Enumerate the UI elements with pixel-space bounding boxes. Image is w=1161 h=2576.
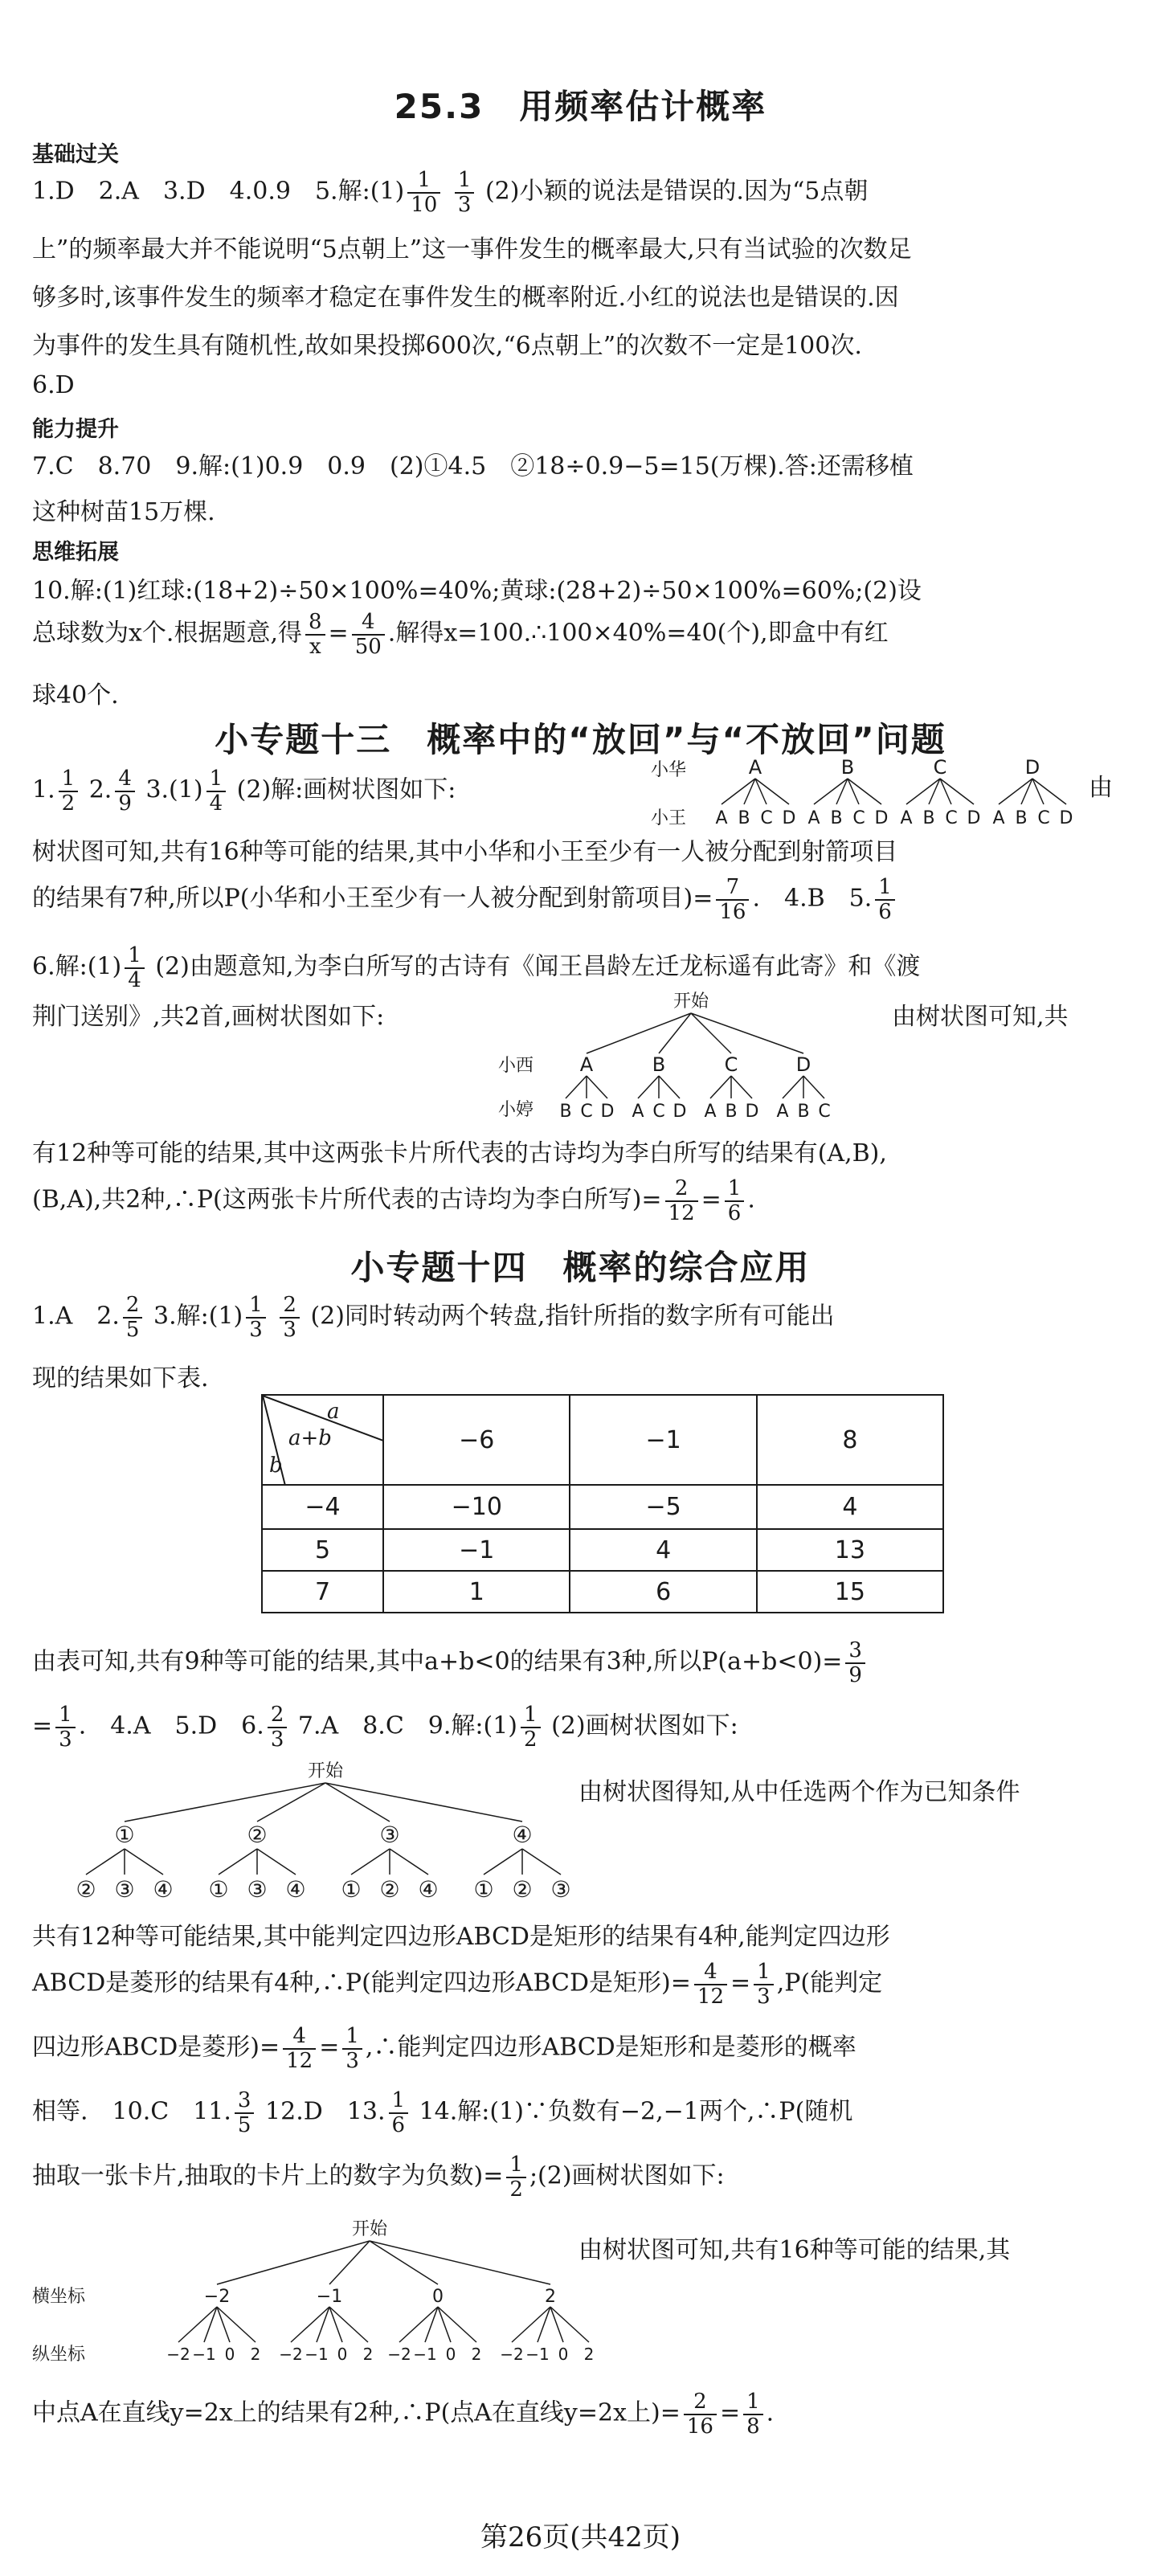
- ability-header: 能力提升: [32, 417, 119, 442]
- table-row: [262, 1571, 943, 1613]
- tree-leaf: 2: [362, 2345, 374, 2364]
- tree-branch: [217, 2307, 256, 2342]
- tree-leaf: 0: [337, 2345, 348, 2364]
- tree-branch: [783, 1076, 803, 1098]
- tree-branch: [691, 1013, 803, 1053]
- fraction: $\frac{4}{12}$: [283, 2025, 316, 2072]
- fraction: $\frac{1}{2}$: [521, 1703, 541, 1751]
- corner-a: a: [327, 1400, 340, 1424]
- answer-line: 1.A 2. $\frac{2}{5}$ 3.解:(1) $\frac{1}{3}$ $\frac{2}{3}$ (2)同时转动两个转盘,指针所指的数字所有可能出: [32, 1293, 835, 1342]
- answer-line: 由树状图可知,共: [892, 1003, 1069, 1031]
- tree-leaf: D: [874, 808, 889, 828]
- tree-node: D: [795, 1053, 811, 1076]
- tree-leaf: ②: [379, 1876, 400, 1903]
- tree-branch: [257, 1783, 325, 1822]
- fraction: $\frac{1}{10}$: [407, 169, 440, 216]
- page-footer: 第26页(共42页): [480, 2521, 681, 2554]
- tree-leaf: −1: [192, 2345, 216, 2364]
- tree-node: C: [933, 756, 947, 779]
- corner-sum: a+b: [288, 1426, 332, 1450]
- tree-label-x: 横坐标: [32, 2287, 86, 2307]
- tree-branch: [484, 1849, 522, 1875]
- table-cell: 4: [570, 1529, 756, 1571]
- sum-table: [261, 1394, 944, 1613]
- table-cell: −1: [383, 1529, 570, 1571]
- fraction: $\frac{7}{16}$: [716, 876, 749, 923]
- tree-branch: [351, 1849, 390, 1875]
- tree-leaf: −1: [305, 2345, 329, 2364]
- fraction: $\frac{1}{3}$: [342, 2025, 362, 2072]
- answer-line: 7.C 8.70 9.解:(1)0.9 0.9 (2)①4.5 ②18÷0.9−5=15(万棵).答:还需移植: [32, 452, 914, 480]
- answer-line: 有12种等可能的结果,其中这两张卡片所代表的古诗均为李白所写的结果有(A,B),: [32, 1139, 887, 1167]
- tree-node: −2: [203, 2287, 231, 2307]
- tree-diagram-4: [32, 2214, 595, 2378]
- fraction: $\frac{2}{3}$: [280, 1294, 300, 1341]
- tree-node: ①: [114, 1822, 135, 1848]
- tree-leaf: ③: [114, 1876, 135, 1903]
- table-cell: 4: [757, 1485, 943, 1529]
- tree-label-y: 纵坐标: [32, 2345, 86, 2365]
- fraction: $\frac{1}{4}$: [206, 767, 227, 815]
- tree-branch: [566, 1076, 587, 1098]
- tree-branch: [329, 2307, 368, 2342]
- fraction: $\frac{4}{12}$: [694, 1961, 727, 2008]
- tree-leaf: C: [945, 808, 958, 828]
- tree-leaf: B: [797, 1102, 810, 1122]
- answer-line: 6.解:(1) $\frac{1}{4}$ (2)由题意知,为李白所写的古诗有《闻王昌龄左迁龙标遥有此寄》和《渡: [32, 943, 921, 992]
- answer-line: 相等. 10.C 11. $\frac{3}{5}$ 12.D 13. $\frac{1}{6}$ 14.解:(1)∵负数有−2,−1两个,∴P(随机: [32, 2088, 853, 2137]
- tree-leaf: 0: [224, 2345, 235, 2364]
- tree-branch: [691, 1013, 731, 1053]
- fraction: $\frac{1}{2}$: [506, 2153, 526, 2201]
- fraction: $\frac{1}{3}$: [455, 169, 475, 216]
- tree-leaf: A: [776, 1102, 789, 1122]
- tree-diagram-2: [498, 984, 900, 1128]
- table-row: [262, 1485, 943, 1529]
- answer-line: 的结果有7种,所以P(小华和小王至少有一人被分配到射箭项目)= $\frac{7}{16}$ . 4.B 5. $\frac{1}{6}$: [32, 876, 898, 923]
- tree-node: 2: [545, 2287, 556, 2307]
- tree-leaf: D: [782, 808, 796, 828]
- tree-branch: [219, 1849, 257, 1875]
- fraction: $\frac{1}{3}$: [754, 1961, 774, 2008]
- answer-page: [32, 0, 1129, 2576]
- table-cell: −10: [383, 1485, 570, 1529]
- tree-label-bottom: 小婷: [498, 1100, 534, 1120]
- tree-leaf: A: [715, 808, 728, 828]
- tree-diagram-3: [48, 1756, 595, 1907]
- fraction: $\frac{1}{3}$: [55, 1703, 76, 1751]
- tree-branch: [438, 2307, 476, 2342]
- tree-branch: [370, 2241, 438, 2284]
- answer-line: (B,A),共2种,∴P(这两张卡片所代表的古诗均为李白所写)= $\frac{2}{12}$ = $\frac{1}{6}$ .: [32, 1176, 755, 1225]
- table-cell: 1: [383, 1571, 570, 1613]
- tree-leaf: C: [852, 808, 865, 828]
- answer-line: 够多时,该事件发生的频率才稳定在事件发生的概率附近.小红的说法也是错误的.因: [32, 284, 899, 312]
- tree-label-bottom: 小王: [651, 808, 687, 828]
- tree-branch: [257, 1849, 296, 1875]
- tree-start: 开始: [351, 2219, 388, 2239]
- answer-line: ABCD是菱形的结果有4种,∴P(能判定四边形ABCD是矩形)= $\frac{4}{12}$ = $\frac{1}{3}$ ,P(能判定: [32, 1960, 883, 2009]
- tree-branch: [710, 1076, 731, 1098]
- tree-leaf: C: [760, 808, 773, 828]
- tree-leaf: A: [900, 808, 913, 828]
- tree-node: B: [840, 756, 855, 779]
- tree-leaf: C: [1037, 808, 1050, 828]
- tree-branch: [399, 2307, 438, 2342]
- answer-line: 总球数为x个.根据题意,得 $\frac{8}{x}$ = $\frac{4}{50}$ .解得x=100.∴100×40%=40(个),即盒中有红: [32, 610, 889, 659]
- table-header-cell: −6: [383, 1395, 570, 1485]
- tree-leaf: B: [830, 808, 843, 828]
- topic13-title: 小专题十三 概率中的“放回”与“不放回”问题: [215, 720, 946, 759]
- tree-node: ③: [379, 1822, 400, 1848]
- tree-branch: [522, 1849, 561, 1875]
- table-cell: −5: [570, 1485, 756, 1529]
- tree-branch: [659, 1076, 680, 1098]
- tree-leaf: A: [807, 808, 820, 828]
- fraction: $\frac{3}{5}$: [235, 2089, 255, 2136]
- tree-branch: [550, 2307, 589, 2342]
- tree-leaf: D: [1059, 808, 1073, 828]
- tree-branch: [803, 1076, 824, 1098]
- tree-start: 开始: [307, 1761, 344, 1781]
- answer-line: 这种树苗15万棵.: [32, 498, 215, 526]
- tree-node: B: [652, 1053, 666, 1076]
- tree-leaf: A: [992, 808, 1005, 828]
- tree-branch: [370, 2241, 550, 2284]
- tree-node: A: [748, 756, 762, 779]
- fraction: $\frac{1}{6}$: [389, 2089, 409, 2136]
- tree-branch: [217, 2241, 370, 2284]
- tree-branch: [731, 1076, 752, 1098]
- answer-line: 中点A在直线y=2x上的结果有2种,∴P(点A在直线y=2x上)= $\frac{2}{16}$ = $\frac{1}{8}$ .: [32, 2390, 775, 2439]
- answer-line: 共有12种等可能结果,其中能判定四边形ABCD是矩形的结果有4种,能判定四边形: [32, 1923, 890, 1951]
- answer-line: = $\frac{1}{3}$ . 4.A 5.D 6. $\frac{2}{3}$ 7.A 8.C 9.解:(1) $\frac{1}{2}$ (2)画树状图如下:: [32, 1703, 738, 1752]
- fraction: $\frac{1}{4}$: [125, 944, 145, 992]
- tree-leaf: B: [1015, 808, 1028, 828]
- answer-line: 由树状图可知,共有16种等可能的结果,其: [578, 2236, 1011, 2264]
- section-title-25-3: 25.3 用频率估计概率: [394, 87, 767, 126]
- tree-leaf: ②: [512, 1876, 533, 1903]
- fraction: $\frac{1}{6}$: [725, 1177, 745, 1225]
- answer-line: 荆门送别》,共2首,画树状图如下:: [32, 1003, 385, 1031]
- tree-leaf: ③: [550, 1876, 571, 1903]
- answer-line: 由树状图得知,从中任选两个作为已知条件: [578, 1778, 1020, 1806]
- tree-leaf: ③: [247, 1876, 268, 1903]
- tree-leaf: D: [672, 1102, 687, 1122]
- answer-line: 为事件的发生具有随机性,故如果投掷600次,“6点朝上”的次数不一定是100次.: [32, 332, 862, 360]
- answer-line: 上”的频率最大并不能说明“5点朝上”这一事件发生的概率最大,只有当试验的次数足: [32, 235, 912, 264]
- fraction: $\frac{2}{3}$: [268, 1703, 288, 1751]
- tree-leaf: A: [632, 1102, 644, 1122]
- fraction: $\frac{8}{x}$: [305, 611, 325, 658]
- tree-leaf: C: [580, 1102, 593, 1122]
- tree-leaf: B: [738, 808, 750, 828]
- tree-leaf: ④: [418, 1876, 439, 1903]
- table-cell: 5: [262, 1529, 383, 1571]
- tree-leaf: D: [967, 808, 981, 828]
- tree-leaf: C: [652, 1102, 665, 1122]
- tree-node: 0: [432, 2287, 444, 2307]
- fraction: $\frac{1}{3}$: [246, 1294, 266, 1341]
- answer-line: 10.解:(1)红球:(18+2)÷50×100%=40%;黄球:(28+2)÷50×100%=60%;(2)设: [32, 577, 922, 605]
- answer-line: 四边形ABCD是菱形)= $\frac{4}{12}$ = $\frac{1}{3}$ ,∴能判定四边形ABCD是矩形和是菱形的概率: [32, 2024, 856, 2073]
- tree-node: ②: [247, 1822, 268, 1848]
- tree-branch: [390, 1849, 428, 1875]
- tree-branch: [638, 1076, 659, 1098]
- tree-leaf: −2: [279, 2345, 303, 2364]
- tree-branch: [512, 2307, 550, 2342]
- tree-leaf: ①: [341, 1876, 362, 1903]
- fraction: $\frac{3}{9}$: [845, 1639, 865, 1687]
- tree-leaf: A: [704, 1102, 717, 1122]
- fraction: $\frac{4}{50}$: [352, 611, 385, 658]
- table-corner-cell: [262, 1395, 383, 1485]
- fraction: $\frac{2}{16}$: [684, 2390, 717, 2438]
- tree-leaf: ④: [285, 1876, 306, 1903]
- tree-branch: [125, 1849, 163, 1875]
- tree-leaf: −2: [500, 2345, 524, 2364]
- tree-leaf: −1: [525, 2345, 550, 2364]
- thinking-header: 思维拓展: [32, 540, 119, 565]
- table-header-cell: 8: [757, 1395, 943, 1485]
- tree-leaf: D: [745, 1102, 759, 1122]
- tree-label-top: 小华: [651, 760, 687, 780]
- tree-leaf: D: [600, 1102, 615, 1122]
- table-cell: 15: [757, 1571, 943, 1613]
- tree-node: −1: [316, 2287, 343, 2307]
- answer-line: 球40个.: [32, 681, 119, 709]
- tree-node: ④: [512, 1822, 533, 1848]
- fraction: $\frac{4}{9}$: [115, 767, 135, 815]
- tree-leaf: 0: [445, 2345, 456, 2364]
- tree-leaf: C: [818, 1102, 831, 1122]
- tree-leaf: B: [559, 1102, 572, 1122]
- tree-branch: [587, 1076, 607, 1098]
- tree-node: C: [724, 1053, 738, 1076]
- fraction: $\frac{1}{8}$: [743, 2390, 763, 2438]
- fraction: $\frac{2}{12}$: [665, 1177, 698, 1225]
- tree-branch: [86, 1849, 125, 1875]
- table-cell: 7: [262, 1571, 383, 1613]
- table-header-cell: −1: [570, 1395, 756, 1485]
- tree-start: 开始: [672, 992, 709, 1012]
- tree-leaf: 2: [250, 2345, 261, 2364]
- topic14-title: 小专题十四 概率的综合应用: [350, 1248, 811, 1287]
- tree-branch: [325, 1783, 522, 1822]
- tree-branch: [329, 2241, 370, 2284]
- tree-branch: [125, 1783, 325, 1822]
- fraction: $\frac{1}{6}$: [875, 876, 895, 923]
- tree-leaf: B: [922, 808, 935, 828]
- answer-line: 由表可知,共有9种等可能的结果,其中a+b<0的结果有3种,所以P(a+b<0)= $\frac{3}{9}$: [32, 1639, 869, 1687]
- fraction: $\frac{2}{5}$: [123, 1294, 143, 1341]
- tree-leaf: −2: [166, 2345, 190, 2364]
- table-cell: 6: [570, 1571, 756, 1613]
- tree-leaf: B: [725, 1102, 738, 1122]
- answer-line: 1. $\frac{1}{2}$ 2. $\frac{4}{9}$ 3.(1) $\frac{1}{4}$ (2)解:画树状图如下:: [32, 767, 456, 816]
- table-cell: −4: [262, 1485, 383, 1529]
- tree-leaf: 0: [558, 2345, 569, 2364]
- tree-branch: [291, 2307, 329, 2342]
- answer-line: 抽取一张卡片,抽取的卡片上的数字为负数)= $\frac{1}{2}$ ;(2)画树状图如下:: [32, 2153, 725, 2202]
- answer-line: 现的结果如下表.: [32, 1364, 209, 1392]
- tree-leaf: 2: [583, 2345, 595, 2364]
- answer-line: 由: [1089, 774, 1113, 802]
- fraction: $\frac{1}{2}$: [59, 767, 79, 815]
- tree-leaf: ①: [208, 1876, 229, 1903]
- answer-line: 1.D 2.A 3.D 4.0.9 5.解:(1) $\frac{1}{10}$ $\frac{1}{3}$ (2)小颖的说法是错误的.因为“5点朝: [32, 168, 869, 217]
- tree-node: D: [1024, 756, 1040, 779]
- table-cell: 13: [757, 1529, 943, 1571]
- answer-line: 6.D: [32, 371, 75, 399]
- tree-leaf: 2: [471, 2345, 482, 2364]
- tree-leaf: −1: [413, 2345, 437, 2364]
- table-row: [262, 1529, 943, 1571]
- tree-leaf: ①: [473, 1876, 494, 1903]
- tree-label-mid: 小西: [498, 1056, 534, 1076]
- tree-leaf: ④: [153, 1876, 174, 1903]
- tree-leaf: −2: [387, 2345, 411, 2364]
- answer-line: 树状图可知,共有16种等可能的结果,其中小华和小王至少有一人被分配到射箭项目: [32, 838, 898, 866]
- tree-branch: [178, 2307, 217, 2342]
- tree-leaf: ②: [76, 1876, 96, 1903]
- corner-b: b: [269, 1454, 283, 1478]
- basic-header: 基础过关: [32, 142, 119, 167]
- tree-node: A: [579, 1053, 594, 1076]
